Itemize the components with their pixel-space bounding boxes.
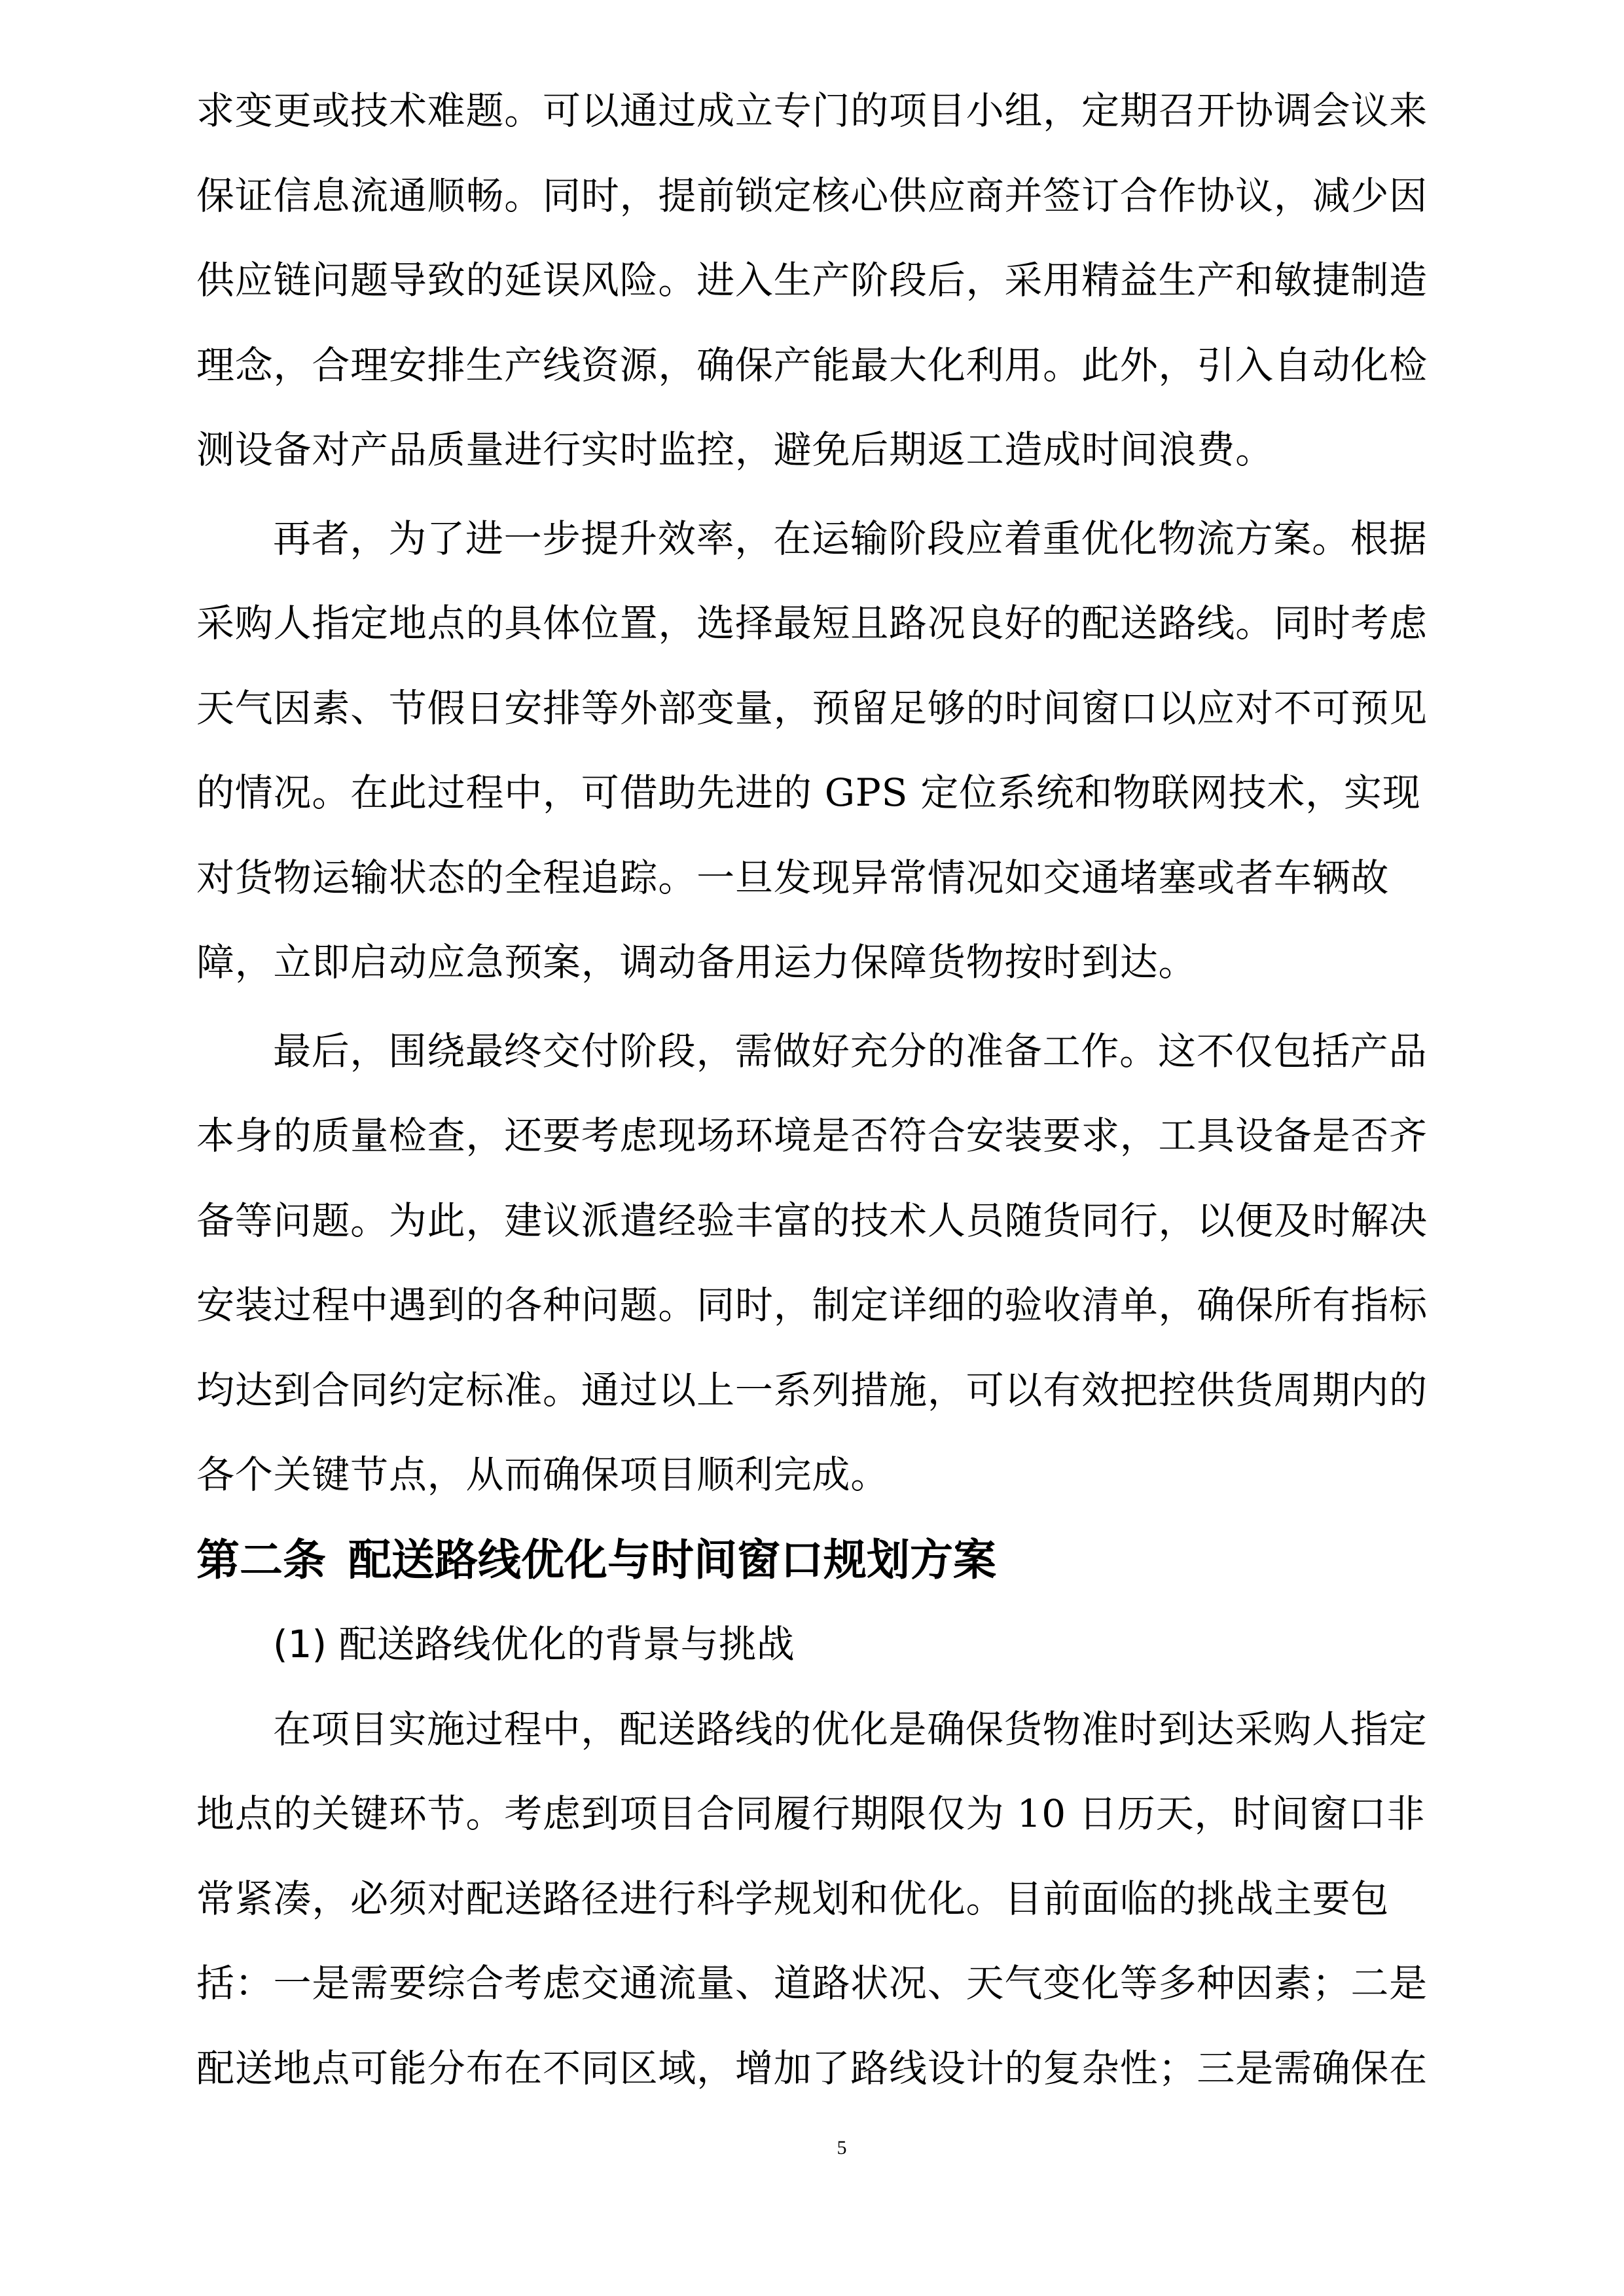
text-line: 对货物运输状态的全程追踪。一旦发现异常情况如交通堵塞或者车辆故 — [196, 855, 1390, 900]
body-paragraph — [196, 69, 1440, 493]
text-line: 各个关键节点，从而确保项目顺利完成。 — [196, 1452, 890, 1497]
text-line: 备等问题。为此，建议派遣经验丰富的技术人员随货同行，以便及时解决 — [196, 1198, 1428, 1243]
section-title: 配送路线优化与时间窗口规划方案 — [348, 1534, 996, 1585]
text-line: 的情况。在此过程中，可借助先进的 GPS 定位系统和物联网技术，实现 — [196, 770, 1421, 815]
text-line: 地点的关键环节。考虑到项目合同履行期限仅为 10 日历天，时间窗口非 — [196, 1791, 1426, 1836]
body-paragraph — [196, 1687, 1440, 2111]
text-line: 测设备对产品质量进行实时监控，避免后期返工造成时间浪费。 — [196, 427, 1274, 472]
text-line: 供应链问题导致的延误风险。进入生产阶段后，采用精益生产和敏捷制造 — [196, 258, 1428, 302]
text-line: 天气因素、节假日安排等外部变量，预留足够的时间窗口以应对不可预见 — [196, 685, 1428, 730]
text-line: 本身的质量检查，还要考虑现场环境是否符合安装要求，工具设备是否齐 — [196, 1113, 1428, 1158]
subsection-heading: (1) 配送路线优化的背景与挑战 — [273, 1622, 795, 1666]
text-line: 常紧凑，必须对配送路径进行科学规划和优化。目前面临的挑战主要包 — [196, 1876, 1390, 1921]
text-line: 求变更或技术难题。可以通过成立专门的项目小组，定期召开协调会议来 — [196, 88, 1428, 133]
text-line: 配送地点可能分布在不同区域，增加了路线设计的复杂性；三是需确保在 — [196, 2045, 1428, 2090]
body-paragraph — [196, 497, 1440, 1005]
page-body — [196, 69, 1440, 2111]
section-heading — [196, 1518, 1440, 1603]
text-line: 括：一是需要综合考虑交通流量、道路状况、天气变化等多种因素；二是 — [196, 1961, 1428, 2005]
text-line: 再者，为了进一步提升效率，在运输阶段应着重优化物流方案。根据 — [273, 516, 1428, 561]
text-line: 安装过程中遇到的各种问题。同时，制定详细的验收清单，确保所有指标 — [196, 1283, 1428, 1327]
text-line: 采购人指定地点的具体位置，选择最短且路况良好的配送路线。同时考虑 — [196, 601, 1428, 645]
text-line: 均达到合同约定标准。通过以上一系列措施，可以有效把控供货周期内的 — [196, 1367, 1428, 1412]
page-number: 5 — [837, 2137, 847, 2159]
text-line: 最后，围绕最终交付阶段，需做好充分的准备工作。这不仅包括产品 — [273, 1028, 1428, 1073]
text-line: 在项目实施过程中，配送路线的优化是确保货物准时到达采购人指定 — [273, 1706, 1428, 1751]
section-number: 第二条 — [196, 1534, 326, 1585]
text-line: 理念，合理安排生产线资源，确保产能最大化利用。此外，引入自动化检 — [196, 342, 1428, 387]
text-line: 障，立即启动应急预案，调动备用运力保障货物按时到达。 — [196, 940, 1197, 984]
body-paragraph — [196, 1009, 1440, 1518]
text-line: 保证信息流通顺畅。同时，提前锁定核心供应商并签订合作协议，减少因 — [196, 173, 1428, 218]
